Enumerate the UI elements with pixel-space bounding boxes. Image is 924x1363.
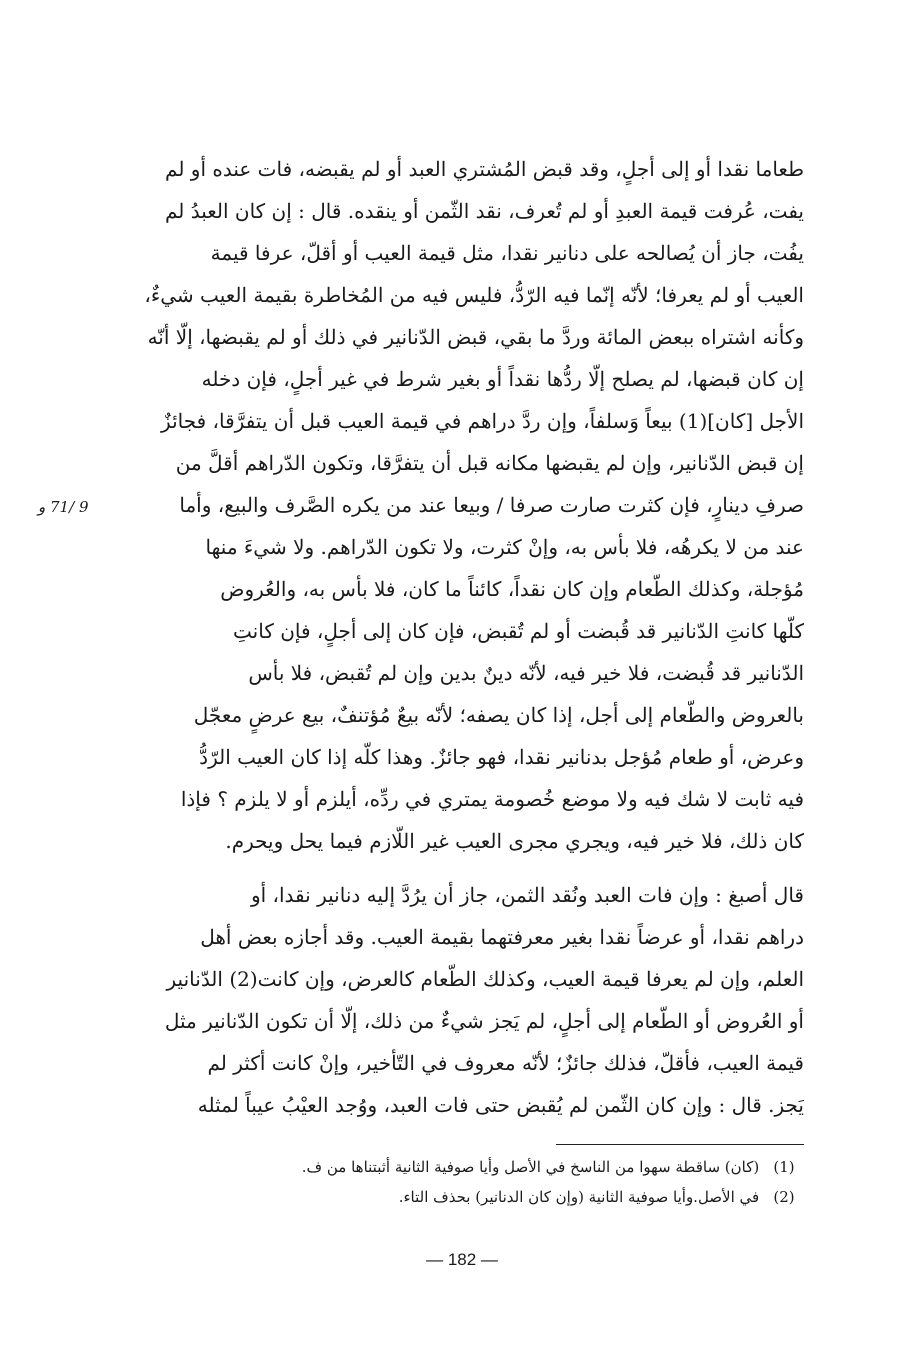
footnote	[118, 1152, 804, 1182]
text-line: الأجل [كان](1) بيعاً وَسلفاً، وإن ردَّ دراهم في قيمة العيب قبل أن يتفرَّقا، فجائزٌ	[161, 409, 804, 433]
footnote-number: (1)	[773, 1158, 795, 1176]
text-line: طعاما نقدا أو إلى أجلٍ، وقد قبض المُشتري العبد أو لم يقبضه، فات عنده أو لم	[165, 157, 804, 181]
text-line: بالعروض والطّعام إلى أجل، إذا كان يصفه؛ لأنّه بيعٌ مُؤتنفٌ، بيع عرضٍ معجّل	[193, 703, 804, 727]
footnote-divider	[556, 1144, 804, 1145]
footnotes	[118, 1152, 804, 1212]
text-line: كان ذلك، فلا خير فيه، ويجري مجرى العيب غير اللّازم فيما يحل ويحرم.	[225, 829, 804, 853]
footnote-number: (2)	[773, 1188, 795, 1206]
text-line: يَجز. قال : وإن كان الثّمن لم يُقبض حتى فات العبد، ووُجد العيْبُ عيباً لمثله	[197, 1093, 804, 1117]
text-line: فيه ثابت لا شك فيه ولا موضع خُصومة يمتري في ردِّه، أيلزم أو لا يلزم ؟ فإذا	[180, 787, 804, 811]
footnote	[118, 1182, 804, 1212]
text-line: عند من لا يكرهُه، فلا بأس به، وإنْ كثرت، ولا تكون الدّراهم. ولا شيءَ منها	[205, 535, 804, 559]
text-line: وكأنه اشتراه ببعض المائة وردَّ ما بقي، قبض الدّنانير في ذلك أو لم يقبضها، إلّا أنّه	[147, 325, 804, 349]
text-line: مُؤجلة، وكذلك الطّعام وإن كان نقداً، كائناً ما كان، فلا بأس به، والعُروض	[220, 577, 804, 601]
main-paragraph-1	[118, 148, 804, 862]
text-line: العيب أو لم يعرفا؛ لأنّه إنّما فيه الرّدُّ، فليس فيه من المُخاطرة بقيمة العيب شيءٌ،	[144, 283, 804, 307]
text-line: أو العُروض أو الطّعام إلى أجلٍ، لم يَجز شيءٌ من ذلك، إلّا أن تكون الدّنانير مثل	[164, 1009, 804, 1033]
text-line: الدّنانير قد قُبضت، فلا خير فيه، لأنّه دينٌ بدين وإن لم تُقبض، فلا بأس	[248, 661, 804, 685]
text-line: صرفِ دينارٍ، فإن كثرت صارت صرفا / وبيعا عند من يكره الصَّرف والبيع، وأما	[179, 493, 804, 517]
page-number: — 182 —	[426, 1250, 498, 1269]
text-line: إن قبض الدّنانير، وإن لم يقبضها مكانه قبل أن يتفرَّقا، وتكون الدّراهم أقلَّ من	[175, 451, 804, 475]
text-line: وعرض، أو طعام مُؤجل بدنانير نقدا، فهو جائزٌ. وهذا كلّه إذا كان العيب الرّدُّ	[199, 745, 804, 769]
footnote-text: (كان) ساقطة سهوا من الناسخ في الأصل وأيا صوفية الثانية أثبتناها من ف.	[301, 1158, 760, 1176]
main-paragraph-2	[118, 874, 804, 1126]
text-line: دراهم نقدا، أو عرضاً نقدا بغير معرفتهما بقيمة العيب. وقد أجازه بعض أهل	[200, 925, 804, 949]
text-line: كلّها كانتِ الدّنانير قد قُبضت أو لم تُقبض، فإن كان إلى أجلٍ، فإن كانتِ	[233, 619, 804, 643]
text-line: إن كان قبضها، لم يصلح إلّا ردُّها نقداً أو بغير شرط في غير أجلٍ، فإن دخله	[201, 367, 804, 391]
text-line: قيمة العيب، فأقلّ، فذلك جائزٌ؛ لأنّه معروف في التّأخير، وإنْ كانت أكثر لم	[207, 1051, 804, 1075]
text-line: العلم، وإن لم يعرفا قيمة العيب، وكذلك الطّعام كالعرض، وإن كانت(2) الدّنانير	[166, 967, 804, 991]
text-line: قال أصبغ : وإن فات العبد ونُقد الثمن، جاز أن يرُدَّ إليه دنانير نقدا، أو	[250, 883, 804, 907]
text-line: يفت، عُرفت قيمة العبدِ أو لم تُعرف، نقد الثّمن أو ينقده. قال : إن كان العبدُ لم	[164, 199, 804, 223]
folio-margin-note: 9 /71 و	[38, 498, 89, 516]
text-line: يفُت، جاز أن يُصالحه على دنانير نقدا، مثل قيمة العيب أو أقلّ، عرفا قيمة	[210, 241, 804, 265]
footnote-text: في الأصل.وأيا صوفية الثانية (وإن كان الدنانير) بحذف التاء.	[398, 1188, 760, 1206]
